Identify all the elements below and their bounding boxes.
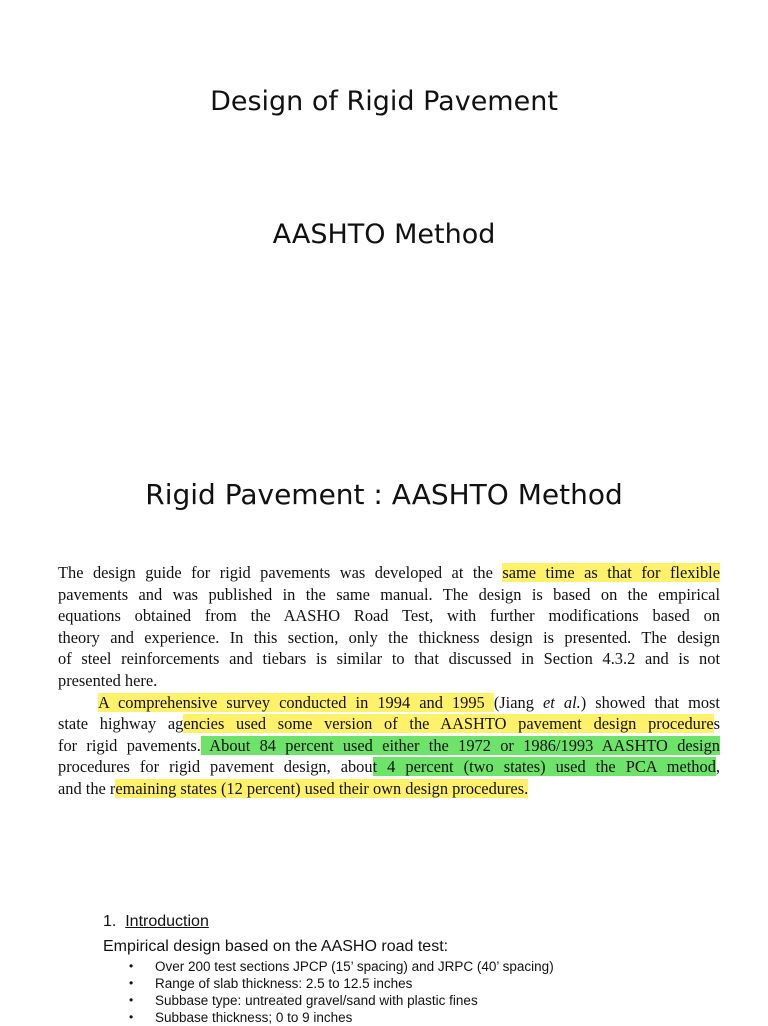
excerpt-line: presented here. (58, 670, 158, 690)
bullet-icon: • (129, 993, 134, 1007)
excerpt-text: procedures for rigid pavement design, abou (58, 757, 373, 777)
excerpt-text: s (713, 714, 720, 734)
intro-heading (103, 911, 743, 933)
excerpt-line (58, 735, 720, 757)
excerpt-text: and the r (58, 778, 116, 798)
highlight-yellow: A comprehensive survey conducted in 1994 and 1995 (98, 692, 494, 712)
intro-bullet-list (103, 958, 743, 1026)
method-title: AASHTO Method (272, 219, 496, 250)
list-item-text: Range of slab thickness: 2.5 to 12.5 inches (155, 976, 413, 991)
list-item-text: Subbase thickness; 0 to 9 inches (155, 1010, 353, 1025)
introduction-section (103, 911, 743, 1026)
text-excerpt (58, 562, 720, 800)
list-item (129, 992, 743, 1009)
excerpt-line (58, 562, 720, 584)
bullet-icon: • (129, 976, 134, 990)
list-item (129, 958, 743, 975)
bullet-icon: • (129, 1010, 134, 1024)
bullet-icon: • (129, 959, 134, 973)
highlight-yellow: encies used some version of the AASHTO pavement design procedure (183, 714, 714, 734)
list-item-text: Subbase type: untreated gravel/sand with plastic fines (155, 993, 478, 1008)
excerpt-line (58, 778, 720, 800)
excerpt-line: pavements and was published in the same manual. The design is based on the empirical (58, 584, 720, 604)
intro-number: 1. (103, 913, 117, 930)
list-item (129, 975, 743, 992)
intro-heading-text: Introduction (125, 913, 209, 930)
excerpt-text: state highway ag (58, 714, 184, 734)
section-title: Rigid Pavement : AASHTO Method (145, 478, 623, 511)
highlight-green: About 84 percent used either the 1972 or 1986/1993 AASHTO design (200, 735, 720, 755)
highlight-green: t 4 percent (two states) used the PCA method (372, 757, 716, 777)
excerpt-text: for rigid pavements. (58, 735, 201, 755)
list-item (129, 1009, 743, 1026)
list-item-text: Over 200 test sections JPCP (15’ spacing) and JRPC (40’ spacing) (155, 959, 554, 974)
excerpt-text: ) showed that most (580, 692, 720, 712)
excerpt-line: theory and experience. In this section, only the thickness design is presented. The design (58, 627, 720, 647)
excerpt-text: (Jiang (493, 692, 543, 712)
excerpt-line (58, 692, 720, 714)
excerpt-line (58, 713, 720, 735)
excerpt-text: The design guide for rigid pavements was developed at the (58, 563, 503, 582)
intro-subheading: Empirical design based on the AASHO road test: (103, 938, 449, 955)
excerpt-line: of steel reinforcements and tiebars is similar to that discussed in Section 4.3.2 and is not (58, 649, 720, 669)
excerpt-line (58, 756, 720, 778)
excerpt-text: , (715, 757, 720, 777)
excerpt-line: equations obtained from the AASHO Road Test, with further modifications based on (58, 606, 720, 626)
highlight-yellow: same time as that for flexible (502, 563, 720, 582)
excerpt-italic: et al. (542, 692, 581, 712)
highlight-yellow: emaining states (12 percent) used their own design procedures. (115, 778, 529, 798)
page-title: Design of Rigid Pavement (210, 86, 558, 117)
